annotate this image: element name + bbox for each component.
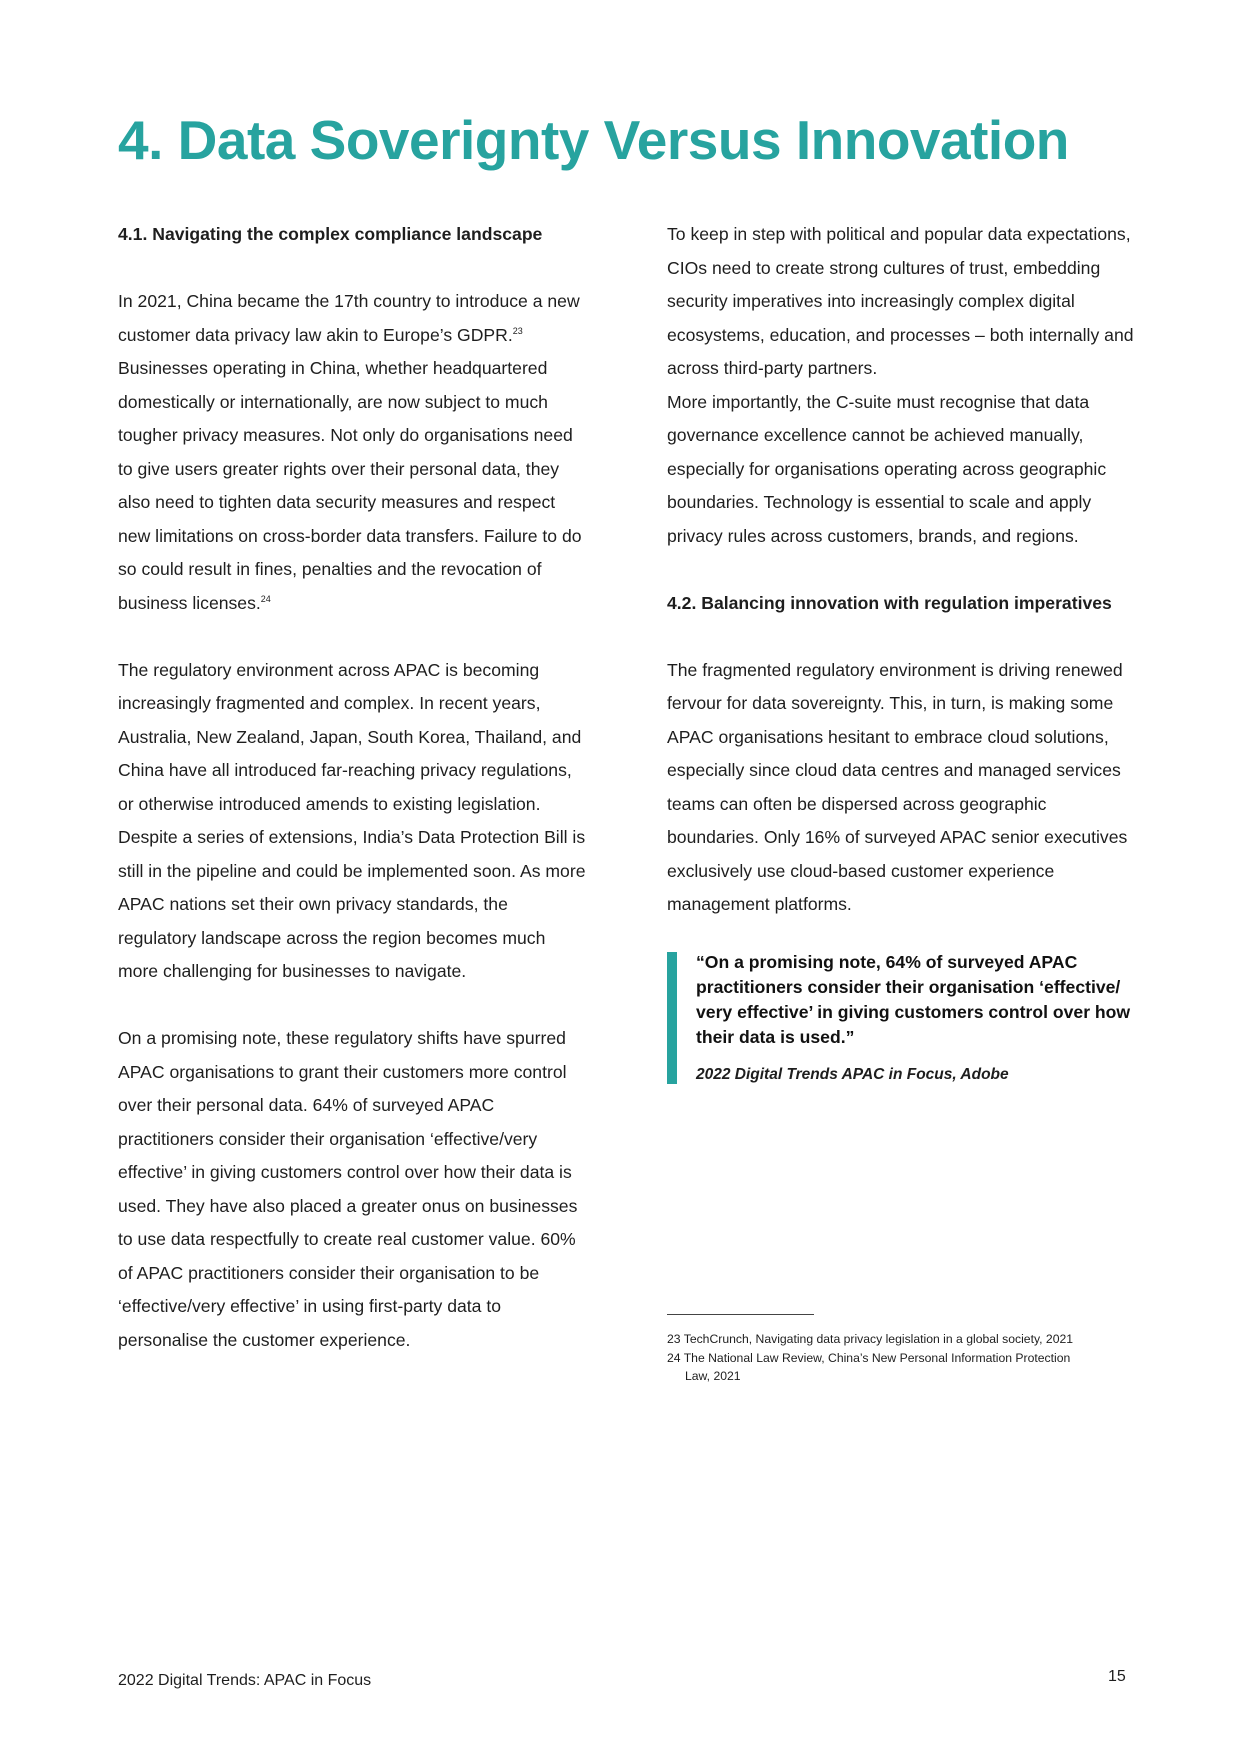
paragraph-c-suite: More importantly, the C-suite must recognise that data governance excellence cannot be achieved manually, especially for organisations operating across geographic boundaries. Technology is essential to scale and apply privacy rules across customers, brands, and regions. <box>667 391 1107 546</box>
footnote-divider <box>667 1314 814 1315</box>
section-heading-4-2: 4.2. Balancing innovation with regulation imperatives <box>667 592 1112 613</box>
paragraph-data-sovereignty: The fragmented regulatory environment is driving renewed fervour for data sovereignty. This, in turn, is making some APAC organisations hesitant to embrace cloud solutions, especially since cloud data centres and managed services teams can often be dispersed across geographic boundaries. Only 16% of surveyed APAC senior executives exclusively use cloud-based customer experience management platforms. <box>667 659 1128 914</box>
paragraph-text-cont: Businesses operating in China, whether headquartered domestically or internationally, are now subject to much tougher privacy measures. Not only do organisations need to give users greater rights over their personal data, they also need to tighten data security measures and respect new limitations on cross-border data transfers. Failure to do so could result in fines, penalties and the revocation of business licenses. <box>118 358 582 613</box>
pull-quote <box>667 950 1137 1086</box>
quote-accent-bar <box>667 952 677 1084</box>
paragraph-china-privacy-law <box>118 285 588 620</box>
paragraph-text: In 2021, China became the 17th country to introduce a new customer data privacy law akin to Europe’s GDPR. <box>118 291 580 345</box>
quote-source: 2022 Digital Trends APAC in Focus, Adobe <box>696 1065 1009 1083</box>
paragraph-cio-trust: To keep in step with political and popular data expectations, CIOs need to create strong cultures of trust, embedding security imperatives into increasingly complex digital ecosystems, education, and processes – both internally and across third-party partners. <box>667 224 1134 378</box>
footer-publication: 2022 Digital Trends: APAC in Focus <box>118 1672 372 1689</box>
footnote-ref-24: 24 <box>260 593 271 604</box>
footnotes <box>667 1330 1097 1386</box>
right-column <box>667 218 1137 1086</box>
page-title: 4. Data Soverignty Versus Innovation <box>118 109 1069 171</box>
left-column <box>118 218 588 1357</box>
quote-text: “On a promising note, 64% of surveyed APAC practitioners consider their organisation ‘effective/ very effective’ in giving customers control over how their data is used.” <box>696 951 1131 1047</box>
paragraph-promising-note: On a promising note, these regulatory shifts have spurred APAC organisations to grant their customers more control over their personal data. 64% of surveyed APAC practitioners consider their organisation ‘effective/very effective’ in giving customers control over how their data is used. They have also placed a greater onus on businesses to use data respectfully to create real customer value. 60% of APAC practitioners consider their organisation to be ‘effective/very effective’ in using first-party data to personalise the customer experience. <box>118 1028 578 1350</box>
footnote-23: 23 TechCrunch, Navigating data privacy legislation in a global society, 2021 <box>667 1332 1074 1346</box>
paragraph-regulatory-environment: The regulatory environment across APAC is becoming increasingly fragmented and complex. In recent years, Australia, New Zealand, Japan, South Korea, Thailand, and China have all introduced far-reaching privacy regulations, or otherwise introduced amends to existing legislation. Despite a series of extensions, India’s Data Protection Bill is still in the pipeline and could be implemented soon. As more APAC nations set their own privacy standards, the regulatory landscape across the region becomes much more challenging for businesses to navigate. <box>118 659 586 981</box>
section-heading-4-1: 4.1. Navigating the complex compliance landscape <box>118 224 543 244</box>
footnote-ref-23: 23 <box>512 325 523 336</box>
footnote-24: 24 The National Law Review, China’s New Personal Information Protection Law, 2021 <box>667 1350 1071 1383</box>
page-number: 15 <box>1108 1668 1126 1685</box>
